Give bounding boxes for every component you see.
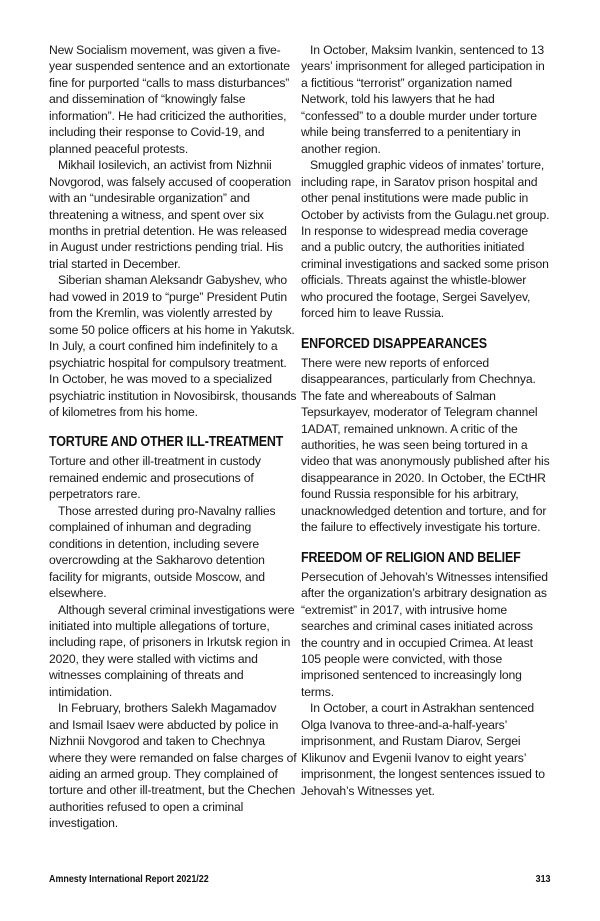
section-heading-religion: FREEDOM OF RELIGION AND BELIEF [301, 549, 521, 566]
paragraph: In October, Maksim Ivankin, sentenced to 13 years’ imprisonment for alleged participation in a fictitious “terrorist” organization named Network, told his lawyers that he had “confessed” to a double murder under torture while being transferred to a penitentiary in another region. [301, 43, 545, 156]
paragraph: Siberian shaman Aleksandr Gabyshev, who had vowed in 2019 to “purge” President Putin from the Kremlin, was violently arrested by some 50 police officers at his home in Yakutsk. In July, a court confined him indefinitely to a psychiatric hospital for compulsory treatment. In October, he was moved to a specialized psychiatric institution in Novosibirsk, thousands of kilometres from his home. [49, 273, 297, 419]
paragraph: Those arrested during pro-Navalny rallies complained of inhuman and degrading conditions in detention, including severe overcrowding at the Sakharovo detention facility for migrants, outside Moscow, and elsewhere. [49, 503, 276, 601]
paragraph: In October, a court in Astrakhan sentenced Olga Ivanova to three-and-a-half-years’ imprisonment, and Rustam Diarov, Sergei Klikunov and Evgenii Ivanov to eight years’ imprisonment, the longest sentences issued to Jehovah’s Witnesses yet. [301, 701, 545, 798]
section-heading-torture: TORTURE AND OTHER ILL-TREATMENT [49, 434, 284, 451]
section-heading-disappearances: ENFORCED DISAPPEARANCES [301, 335, 487, 352]
paragraph: In February, brothers Salekh Magamadov and Ismail Isaev were abducted by police in Nizhnii Novgorod and taken to Chechnya where they were remanded on false charges of aiding an armed group. They complained of torture and other ill-treatment, but the Chechen authorities refused to open a criminal investigation. [49, 701, 297, 831]
paragraph: Persecution of Jehovah’s Witnesses intensified after the organization’s arbitrary designation as “extremist” in 2017, with intrusive home searches and criminal cases initiated across the country and in occupied Crimea. At least 105 people were convicted, with those imprisoned sentenced to increasingly long terms. [301, 569, 548, 699]
paragraph: There were new reports of enforced disappearances, particularly from Chechnya. The fate and whereabouts of Salman Tepsurkayev, moderator of Telegram channel 1ADAT, remained unknown. A critic of the authorities, he was seen being tortured in a video that was anonymously published after his disappearance in 2020. In October, the ECtHR found Russia responsible for his arbitrary, unacknowledged detention and torture, and for the failure to effectively investigate his torture. [301, 355, 550, 535]
page-footer [49, 873, 551, 885]
left-column [49, 42, 299, 832]
publication-title: Amnesty International Report 2021/22 [49, 873, 209, 885]
paragraph: New Socialism movement, was given a five-year suspended sentence and an extortionate fine for purported “calls to mass disturbances” and dissemination of “knowingly false information”. He had criticized the authorities, including their response to Covid-19, and planned peaceful protests. [49, 43, 290, 156]
paragraph: Torture and other ill-treatment in custody remained endemic and prosecutions of perpetrators rare. [49, 454, 261, 502]
paragraph: Smuggled graphic videos of inmates’ torture, including rape, in Saratov prison hospital and other penal institutions were made public in October by activists from the Gulagu.net group. In response to widespread media coverage and a public outcry, the authorities initiated criminal investigations and sacked some prison officials. Threats against the whistle-blower who procured the footage, Sergei Savelyev, forced him to leave Russia. [301, 158, 550, 321]
right-column [301, 42, 551, 799]
paragraph: Mikhail Iosilevich, an activist from Nizhnii Novgorod, was falsely accused of cooperation with an “undesirable organization” and threatening a witness, and spent over six months in pretrial detention. He was released in August under restrictions pending trial. His trial started in December. [49, 158, 292, 271]
page-number: 313 [536, 873, 551, 885]
paragraph: Although several criminal investigations were initiated into multiple allegations of torture, including rape, of prisoners in Irkutsk region in 2020, they were stalled with victims and witnesses complaining of threats and intimidation. [49, 602, 295, 699]
